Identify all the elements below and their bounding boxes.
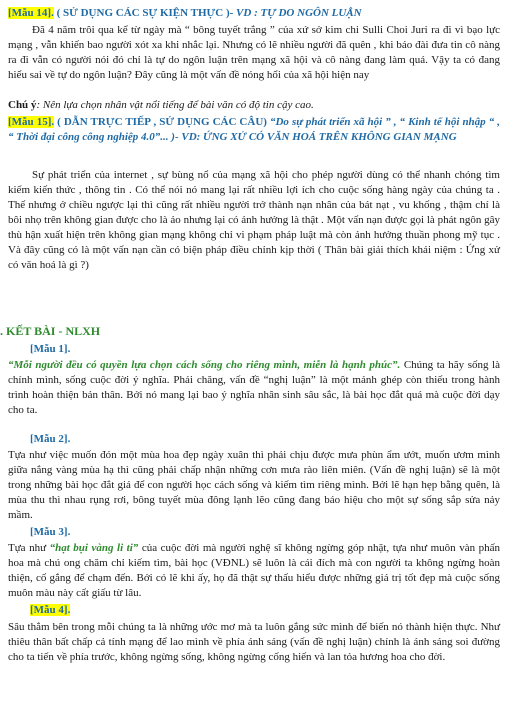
- conclusion-4-heading: [8, 603, 505, 618]
- note-label: Chú ý: [8, 99, 37, 111]
- section-title-conclusion: . KẾT BÀI - NLXH: [0, 324, 101, 338]
- conclusion-2-body: Tựa như việc muốn đón một mùa hoa đẹp ngày xuân thì phải chịu được mưa phùn ẩm ướt, muốn ươm mình giữa nắng vàng mùa hạ thì cũng phải chấp nhận những cơn mưa rào liên miên. (Vấn đề nghị luận) sẽ là một trong những bài học đắt giá để con người học cách sống và kiếm tìm riêng mình. Bởi lẽ hạn hẹp bằng quên, là mùa thu thì nhau rụng rơi, bông tuyết mùa đông lạnh lẽo cũng đang báo hiệu cho một sự sống sắp sửa nảy mầm.: [8, 449, 500, 521]
- sample-14-tag: [Mẫu 14].: [8, 7, 54, 19]
- conclusion-3-lead: Tựa như: [8, 542, 50, 554]
- sample-15-body: Sự phát triển của internet , sự bùng nổ của mạng xã hội cho phép người dùng có thể nhanh chóng tìm kiếm kiến thức , thông tin . Có thể nói nó mang lại rất nhiều lợi ích cho cuộc sống hàng ngày của chúng ta . Thế nhưng ở chiều ngược lại thì cũng rất nhiều người trở thành nạn nhân của bát nạt , vu khống , thậm chí là bôi nhọ trên không gian được cho là ảo nhưng lại có ảnh hưởng là thật . Một vấn nạn được gọi là phát ngôn gây thù hận xuất hiện trên không gian mạng không chỉ vi phạm pháp luật mà còn ảnh hưởng thuần phong mỹ tục . Và đây cũng có là một vấn nạn cần có biện pháp điều chỉnh kịp thời ( Thân bài giải thích khái niệm : Ứng xử có văn hoá là gì ?): [8, 169, 500, 271]
- conclusion-3-body: [8, 541, 500, 601]
- sample-15-heading: [8, 115, 500, 145]
- sample-14-note: [8, 98, 500, 113]
- sample-15-tag: [Mẫu 15].: [8, 116, 55, 128]
- sample-14-example: VD : TỰ DO NGÔN LUẬN: [236, 7, 362, 19]
- sample-15-phrases: “Do sự phát triển xã hội ” , “ Kinh tế hội nhập “ , “ Thời đại công công nghiệp 4.0”... )-: [8, 116, 500, 143]
- conclusion-4-tag: [Mẫu 4].: [30, 604, 71, 616]
- sample-15-example: VD: ỨNG XỬ CÓ VĂN HOÁ TRÊN KHÔNG GIAN MẠNG: [181, 131, 457, 143]
- sample-15-heading-text: ( DẪN TRỰC TIẾP , SỬ DỤNG CÁC CÂU): [54, 116, 270, 128]
- conclusion-3-heading: [8, 525, 505, 540]
- conclusion-2-heading: [8, 432, 505, 447]
- sample-14-body: Đã 4 năm trôi qua kể từ ngày mà “ bông tuyết trắng ” của xứ sở kim chi Sulli Choi Juri ra đi vì bạo lực mạng , vẫn khiến bao người xót xa khi nhắc lại. Nhưng có lẽ nhiều người đã quên , khi báo đài đưa tin cô nàng ra đi vẫn có người nói đó chỉ là tự do ngôn luận trên mạng xã hội và cô nàng đang làm quá. Vậy ta có đang hiểu sai về tự do ngôn luận? Đây cũng là một vấn đề nóng hổi của xã hội hiện nay: [8, 24, 500, 81]
- conclusion-4-body: Sâu thẳm bên trong mỗi chúng ta là những ước mơ mà ta luôn gắng sức mình để biến nó thành hiện thực. Như thiêu thân bất chấp cả tính mạng để lao mình về phía ánh sáng (vấn đề nghị luận) chính là ánh sáng soi đường cho ta tiến về phía trước, không ngừng sống, không ngừng cống hiến và lan tỏa hương hoa cho đời.: [8, 621, 500, 663]
- sample-14-heading-text: ( SỬ DỤNG CÁC SỰ KIỆN THỰC )-: [53, 7, 237, 19]
- conclusion-1-quote: “Mỗi người đều có quyền lựa chọn cách sống cho riêng mình, miễn là hạnh phúc”.: [8, 359, 401, 371]
- conclusion-2-tag: [Mẫu 2].: [30, 433, 71, 445]
- note-text: : Nên lựa chọn nhân vật nổi tiếng để bài văn có độ tin cậy cao.: [36, 99, 314, 111]
- sample-14-heading: [8, 6, 500, 21]
- conclusion-3-quote: “hạt bụi vàng li ti”: [49, 542, 139, 554]
- conclusion-1-tag: [Mẫu 1].: [30, 343, 71, 355]
- conclusion-1-text: Chúng ta hãy sống là chính mình, sống cuộc đời ý nghĩa. Phải chăng, vấn đề “nghị luận” là một mảnh ghép còn thiếu trong hành trình hoàn thiện bản thân. Bởi nó mang lại bao ý nghĩa nhân sinh sâu sắc, là bài học đắt quá mà cuộc đời dạy cho ta.: [8, 359, 500, 416]
- conclusion-3-tag: [Mẫu 3].: [30, 526, 71, 538]
- conclusion-1-body: [8, 358, 500, 418]
- conclusion-1-heading: [8, 342, 505, 357]
- conclusion-3-text: của cuộc đời mà người nghệ sĩ không ngừng góp nhặt, tựa như muôn vàn phấn hoa mà chú ong chăm chỉ kiếm tìm, bài học (VĐNL) sẽ luôn là cái đích mà con người ta không ngừng hoàn thiện, cố gắng để chạm đến. Bởi có lẽ khi ấy, họ đã thật sự thấu hiểu được những giá trị tốt đẹp mà cuộc sống muôn màu này cất giấu từ lâu.: [8, 542, 501, 599]
